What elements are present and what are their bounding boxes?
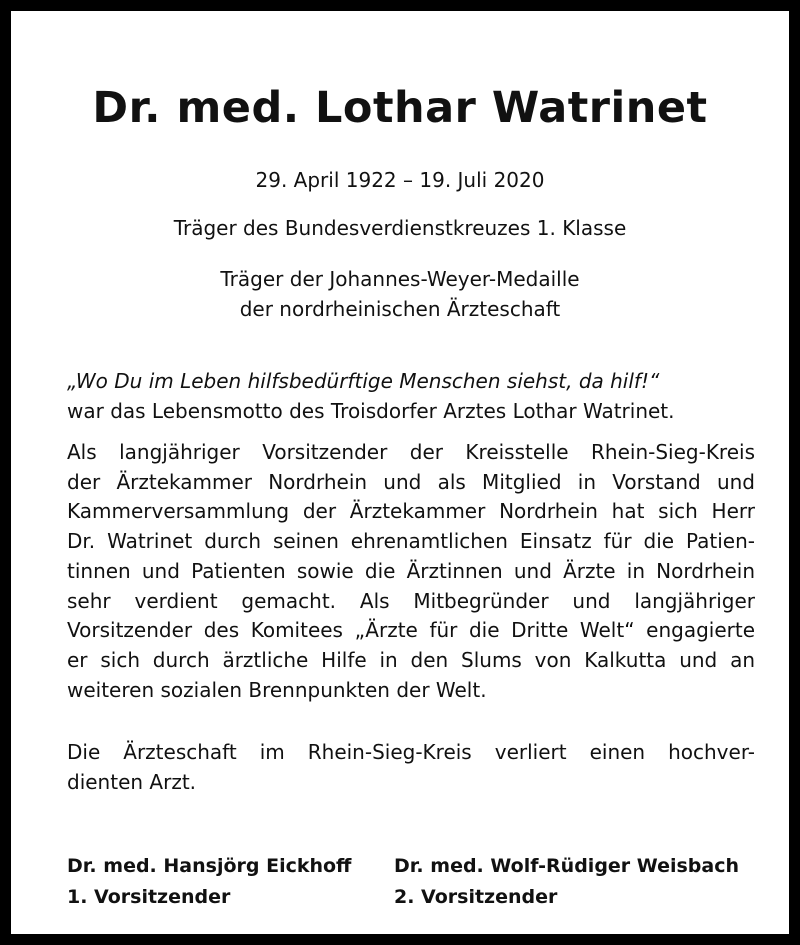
award-federal-cross: Träger des Bundesverdienstkreuzes 1. Klasse	[173, 216, 627, 240]
paragraph-line: weiteren sozialen Brennpunkten der Welt.	[67, 677, 487, 702]
motto-quote: „Wo Du im Leben hilfsbedürftige Menschen siehst, da hilf!“	[67, 369, 660, 393]
paragraph-line: Vorsitzender des Komitees „Ärzte für die Dritte Welt“ engagierte	[67, 618, 755, 643]
page-title: Dr. med. Lothar Watrinet	[92, 83, 708, 133]
paragraph-line: Die Ärzteschaft im Rhein-Sieg-Kreis verliert einen hochver-	[67, 740, 755, 764]
signer-name: Dr. med. Hansjörg Eickhoff	[67, 855, 352, 877]
closing-paragraph	[67, 738, 755, 797]
award-medal-line-2: der nordrheinischen Ärzteschaft	[239, 297, 561, 321]
paragraph-line: er sich durch ärztliche Hilfe in den Slums von Kalkutta und an	[67, 647, 755, 672]
motto-attribution: war das Lebensmotto des Troisdorfer Arztes Lothar Watrinet.	[67, 398, 675, 423]
motto-block	[67, 367, 755, 426]
paragraph-line: dienten Arzt.	[67, 769, 197, 794]
signer-role: 1. Vorsitzender	[67, 886, 231, 908]
signer-role: 2. Vorsitzender	[394, 886, 558, 908]
life-dates: 29. April 1922 – 19. Juli 2020	[255, 168, 545, 192]
paragraph-line: Kammerversammlung der Ärztekammer Nordrhein hat sich Herr	[67, 499, 755, 524]
signer-name: Dr. med. Wolf-Rüdiger Weisbach	[394, 855, 739, 877]
signer-first	[67, 851, 351, 913]
signer-second	[394, 851, 739, 913]
paragraph-line: Dr. Watrinet durch seinen ehrenamtlichen Einsatz für die Patien-	[67, 529, 755, 554]
award-medal-line-1: Träger der Johannes-Weyer-Medaille	[220, 267, 580, 291]
paragraph-line: sehr verdient gemacht. Als Mitbegründer und langjähriger	[67, 588, 755, 613]
paragraph-line: der Ärztekammer Nordrhein und als Mitglied in Vorstand und	[67, 469, 755, 494]
paragraph-line: Als langjähriger Vorsitzender der Kreisstelle Rhein-Sieg-Kreis	[67, 440, 755, 464]
biography-paragraph	[67, 438, 755, 705]
paragraph-line: tinnen und Patienten sowie die Ärztinnen und Ärzte in Nordrhein	[67, 558, 755, 583]
